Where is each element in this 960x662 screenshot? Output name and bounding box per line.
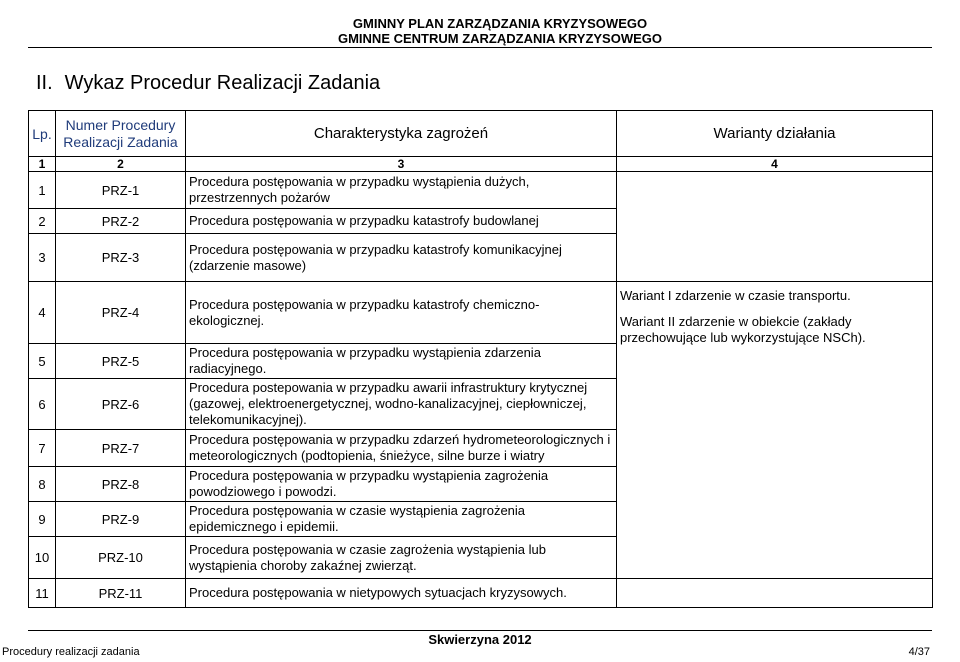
header-line-2: GMINNE CENTRUM ZARZĄDZANIA KRYZYSOWEGO: [337, 31, 663, 46]
row-desc: Procedura postępowania w czasie zagrożenia wystąpienia lub wystąpienia choroby zakaźnej zwierząt.: [186, 537, 617, 579]
wariant-1: Wariant I zdarzenie w czasie transportu.: [620, 288, 851, 303]
header-numer-line2: Realizacji Zadania: [63, 133, 178, 150]
row-warianty-empty: [617, 209, 933, 234]
section-number: II.: [36, 72, 53, 94]
row-desc: Procedura postępowania w czasie wystąpienia zagrożenia epidemicznego i epidemii.: [186, 502, 617, 537]
row-code: PRZ-4: [56, 282, 186, 344]
header-numer-line1: Numer Procedury: [65, 116, 176, 133]
table-header-row: [29, 111, 933, 157]
row-warianty-empty: [617, 172, 933, 209]
section-title: [36, 72, 380, 95]
row-code: PRZ-3: [56, 234, 186, 282]
header-warianty: Warianty działania: [617, 111, 933, 157]
row-desc: Procedura postępowania w przypadku wystąpienia dużych, przestrzennych pożarów: [186, 172, 617, 209]
column-number: 3: [186, 157, 617, 172]
table-row: [29, 282, 933, 344]
column-number: 4: [617, 157, 933, 172]
row-desc: Procedura postępowania w przypadku zdarzeń hydrometeorologicznych i meteorologicznych (podtopienia, śnieżyce, silne burze i wiatry: [186, 430, 617, 467]
row-code: PRZ-11: [56, 579, 186, 608]
row-lp: 6: [29, 379, 56, 430]
row-code: PRZ-5: [56, 344, 186, 379]
row-desc: Procedura postępowania w przypadku katastrofy budowlanej: [186, 209, 617, 234]
row-desc: Procedura postępowania w nietypowych sytuacjach kryzysowych.: [186, 579, 617, 608]
row-code: PRZ-7: [56, 430, 186, 467]
header-divider: [28, 47, 932, 48]
row-lp: 2: [29, 209, 56, 234]
row-lp: 3: [29, 234, 56, 282]
row-lp: 9: [29, 502, 56, 537]
row-desc: Procedura postępowania w przypadku katastrofy komunikacyjnej (zdarzenie masowe): [186, 234, 617, 282]
table-row: [29, 209, 933, 234]
row-code: PRZ-2: [56, 209, 186, 234]
row-lp: 7: [29, 430, 56, 467]
header-line-1: GMINNY PLAN ZARZĄDZANIA KRYZYSOWEGO: [352, 16, 648, 31]
header-numer: [56, 111, 186, 157]
row-lp: 10: [29, 537, 56, 579]
column-number: 2: [56, 157, 186, 172]
table-row: [29, 234, 933, 282]
row-lp: 1: [29, 172, 56, 209]
row-code: PRZ-10: [56, 537, 186, 579]
table-row: [29, 579, 933, 608]
column-number: 1: [29, 157, 56, 172]
row-desc: Procedura postępowania w przypadku katastrofy chemiczno-ekologicznej.: [186, 282, 617, 344]
row-code: PRZ-9: [56, 502, 186, 537]
row-code: PRZ-1: [56, 172, 186, 209]
footer-document-title: Procedury realizacji zadania: [2, 646, 140, 658]
row-desc: Procedura postępowania w przypadku wystąpienia zdarzenia radiacyjnego.: [186, 344, 617, 379]
footer-place-year: Skwierzyna 2012: [428, 632, 532, 647]
page-number: 4/37: [908, 646, 930, 658]
column-number-row: [29, 157, 933, 172]
row-lp: 11: [29, 579, 56, 608]
row-lp: 8: [29, 467, 56, 502]
row-lp: 4: [29, 282, 56, 344]
header-charakterystyka: Charakterystyka zagrożeń: [186, 111, 617, 157]
footer-divider: [28, 630, 932, 631]
row-code: PRZ-6: [56, 379, 186, 430]
wariant-2: Wariant II zdarzenie w obiekcie (zakłady przechowujące lub wykorzystujące NSCh).: [620, 314, 866, 345]
section-title-text: Wykaz Procedur Realizacji Zadania: [64, 72, 381, 94]
row-code: PRZ-8: [56, 467, 186, 502]
header-lp: Lp.: [29, 111, 56, 157]
warianty-cell: [617, 282, 933, 579]
table-row: [29, 172, 933, 209]
row-warianty-empty: [617, 234, 933, 282]
row-warianty-empty: [617, 579, 933, 608]
procedures-table: [28, 110, 933, 608]
row-desc: Procedura postępowania w przypadku wystąpienia zagrożenia powodziowego i powodzi.: [186, 467, 617, 502]
row-lp: 5: [29, 344, 56, 379]
row-desc: Procedura postepowania w przypadku awarii infrastruktury krytycznej (gazowej, elektroenergetycznej, wodno-kanalizacyjnej, ciepłowniczej, telekomunikacyjnej).: [186, 379, 617, 430]
